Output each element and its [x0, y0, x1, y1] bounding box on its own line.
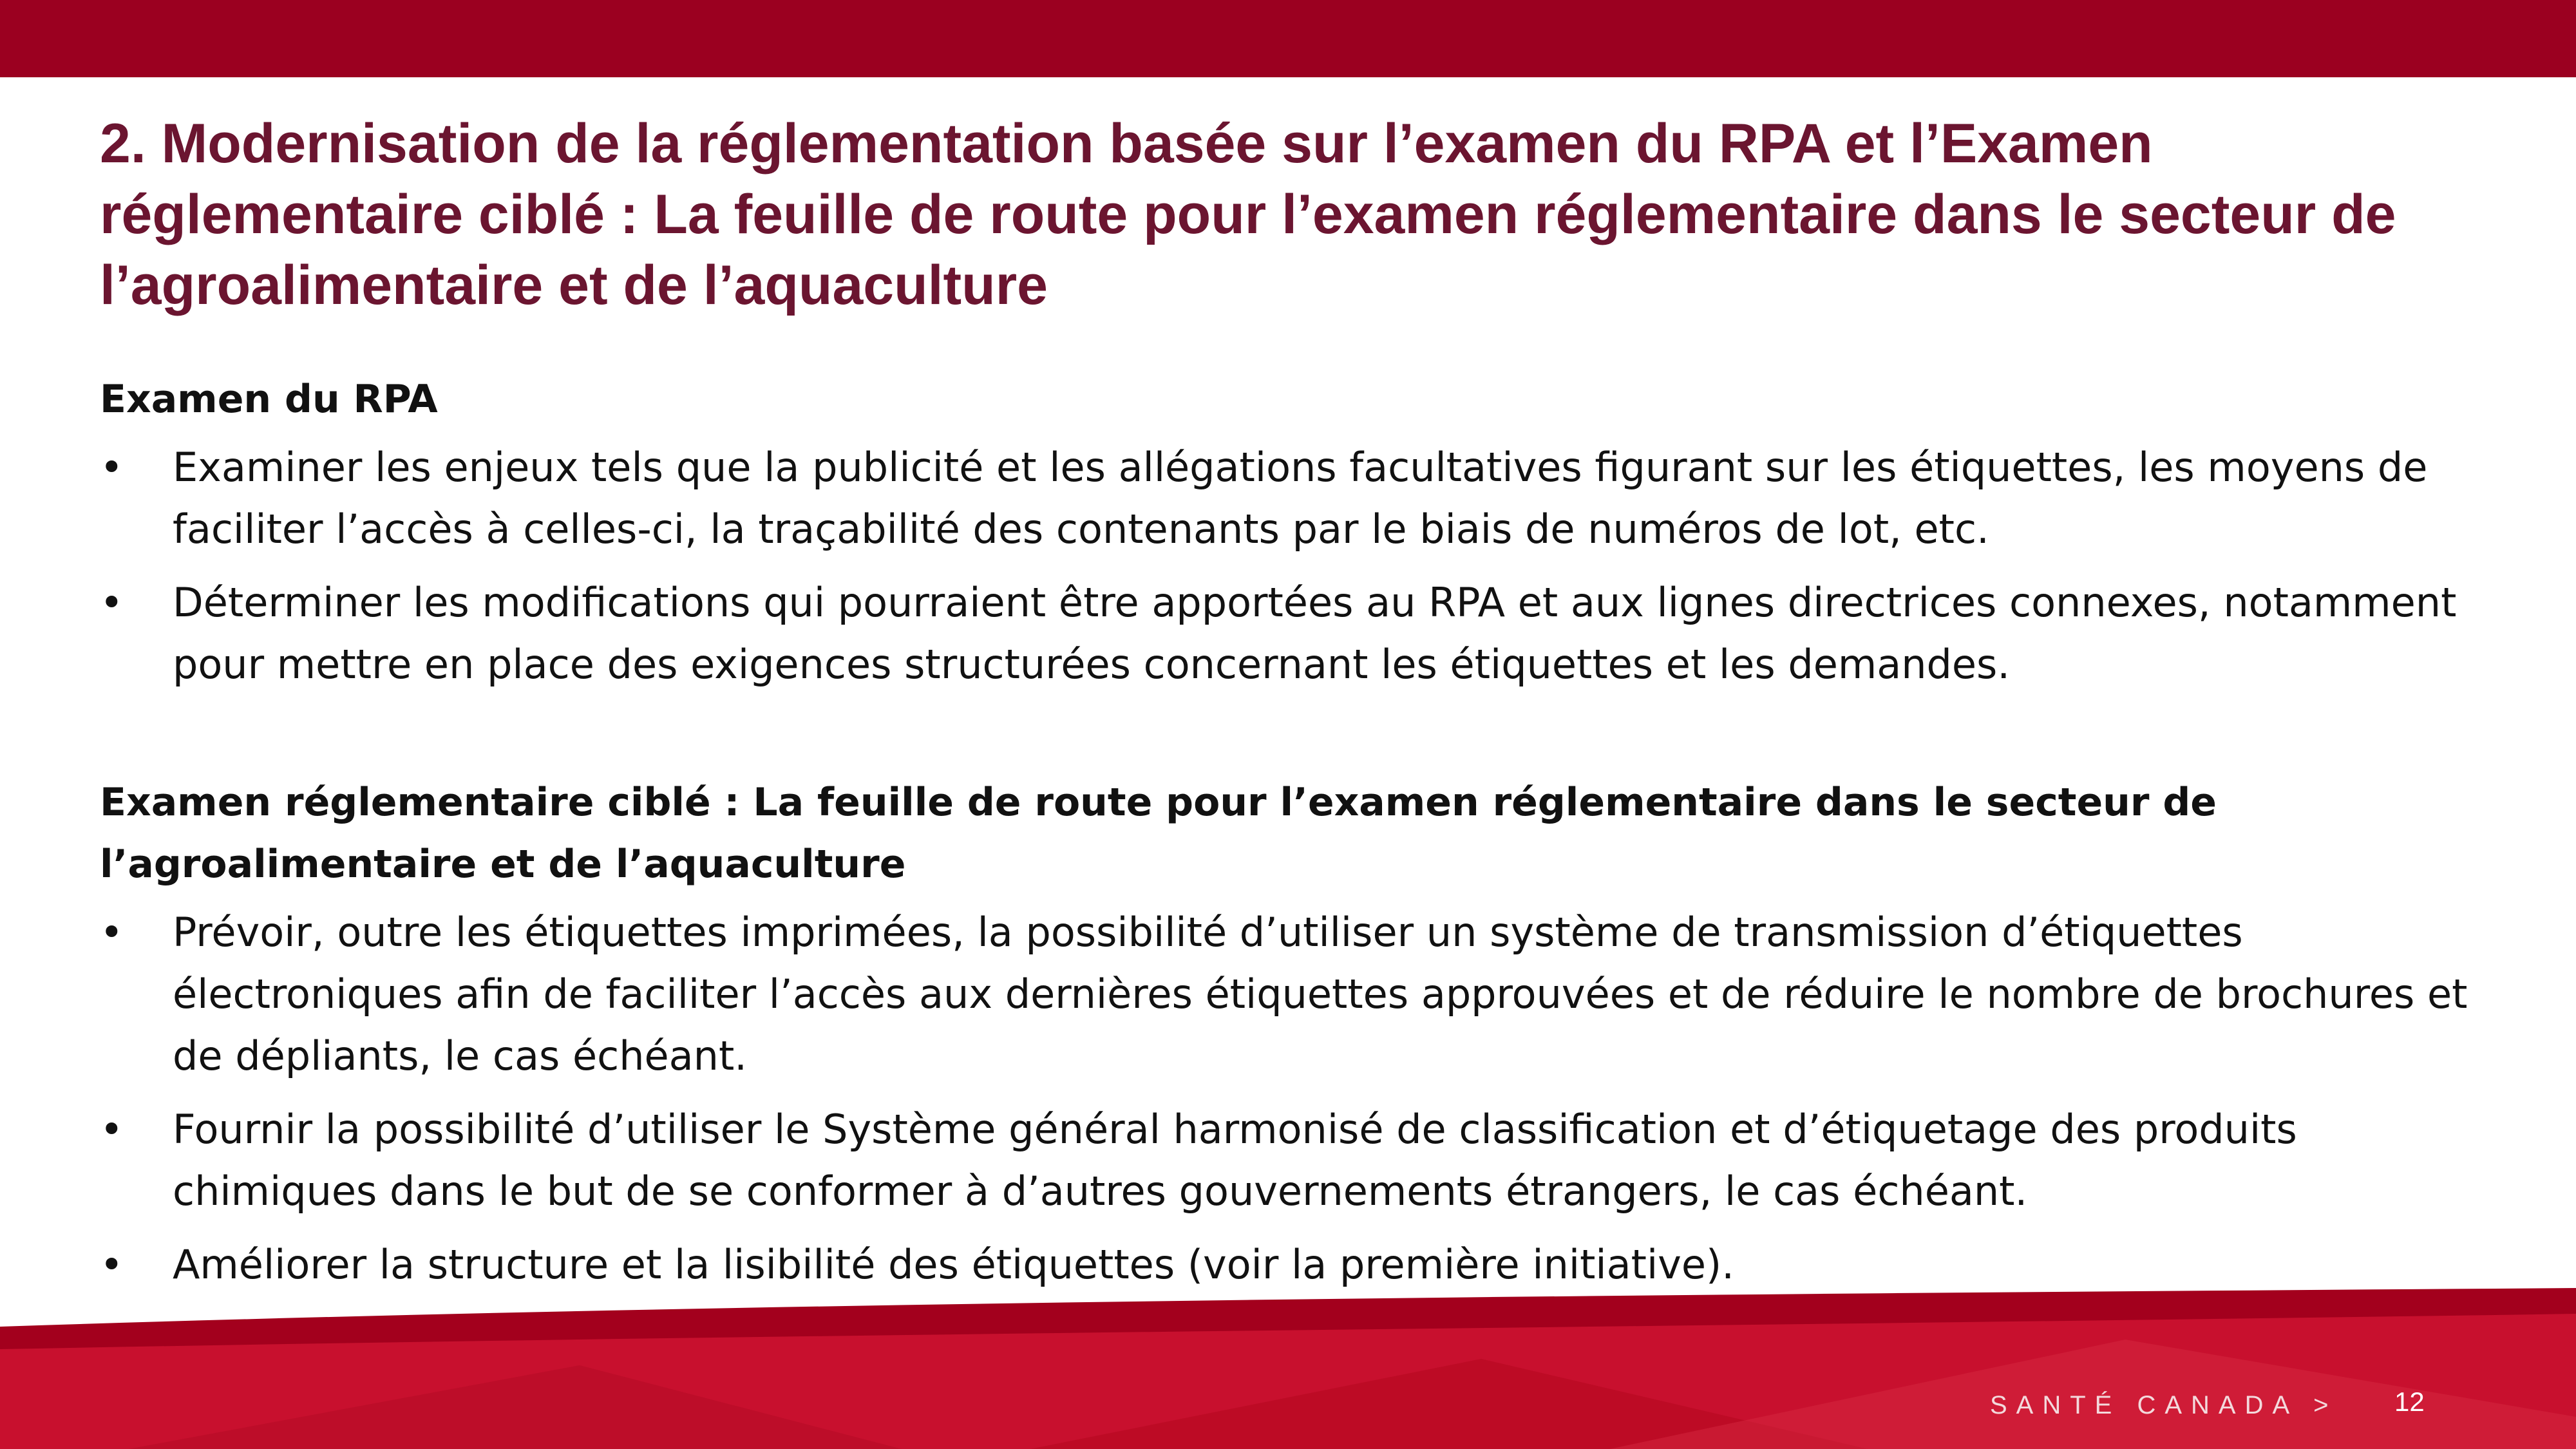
bullet-list-rpa [100, 437, 2483, 696]
bullet-text: Prévoir, outre les étiquettes imprimées, la possibilité d’utiliser un système de transmission d’étiquettes électroniques afin de faciliter l’accès aux dernières étiquettes approuvées et de réduire le nombre de brochures et de dépliants, le cas échéant. [173, 909, 2468, 1079]
section-heading-targeted-review: Examen réglementaire ciblé : La feuille de route pour l’examen réglementaire dans le secteur de l’agroalimentaire et de l’aquaculture [100, 780, 2217, 887]
bullet-icon: • [100, 579, 124, 626]
section-heading-rpa: Examen du RPA [100, 377, 438, 422]
slide-title: 2. Modernisation de la réglementation basée sur l’examen du RPA et l’Examen réglementaire ciblé : La feuille de route pour l’examen réglementaire dans le secteur de l’agroalimentaire et de l’aquaculture [100, 113, 2396, 316]
list-item [100, 1099, 2483, 1222]
bullet-text: Déterminer les modifications qui pourraient être apportées au RPA et aux lignes directrices connexes, notamment pour mettre en place des exigences structurées concernant les étiquettes et les demandes. [173, 579, 2457, 688]
footer-brand: SANTÉ CANADA > [1990, 1391, 2338, 1419]
list-item [100, 902, 2483, 1087]
top-banner [0, 0, 2576, 77]
slide-content [100, 368, 2483, 1307]
list-item [100, 437, 2483, 560]
bullet-icon: • [100, 1241, 124, 1288]
bullet-text: Améliorer la structure et la lisibilité des étiquettes (voir la première initiative). [173, 1241, 1734, 1288]
bullet-list-targeted-review [100, 902, 2483, 1296]
bullet-text: Examiner les enjeux tels que la publicité et les allégations facultatives figurant sur les étiquettes, les moyens de faciliter l’accès à celles-ci, la traçabilité des contenants par le biais de numéros de lot, etc. [173, 444, 2428, 553]
section-spacer [100, 707, 2483, 772]
bullet-icon: • [100, 444, 124, 491]
bullet-text: Fournir la possibilité d’utiliser le Système général harmonisé de classification et d’étiquetage des produits chimiques dans le but de se conformer à d’autres gouvernements étrangers, le cas échéant. [173, 1106, 2297, 1215]
bullet-icon: • [100, 909, 124, 956]
bullet-icon: • [100, 1106, 124, 1153]
list-item [100, 572, 2483, 696]
list-item [100, 1234, 2483, 1296]
footer-wave-graphic [0, 1288, 2576, 1449]
page-number: 12 [2394, 1387, 2425, 1417]
